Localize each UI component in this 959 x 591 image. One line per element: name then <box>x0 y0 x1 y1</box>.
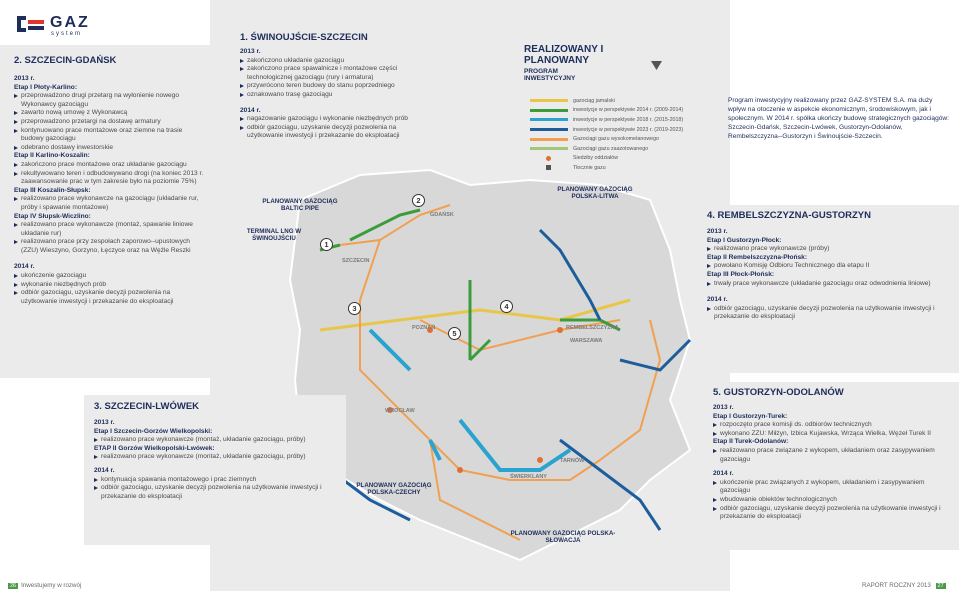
stage-list <box>240 115 424 141</box>
list-item: odbiór gazociągu, uzyskanie decyzji pozwolenia na użytkowanie inwestycji i przekazanie do eksploatacji <box>707 305 953 322</box>
list-item: odbiór gazociągu, uzyskanie decyzji pozwolenia na użytkowanie inwestycji i przekazanie do eksploatacji <box>240 124 424 141</box>
legend-item <box>530 96 730 106</box>
stage-label: ETAP II Gorzów Wielkopolski-Lwówek: <box>94 444 215 452</box>
legend-swatch <box>546 165 551 170</box>
legend-label: Tłocznie gazu <box>573 164 606 171</box>
legend-item <box>530 163 730 173</box>
year-label: 2013 r. <box>713 404 734 411</box>
stage-label: Etap II Turek-Odolanów: <box>713 438 789 446</box>
footer-section: Inwestujemy w rozwój <box>21 582 82 589</box>
label-baltic-pipe: PLANOWANY GAZOCIĄG BALTIC PIPE <box>262 198 338 213</box>
list-item: realizowano prace związane z wykopem, układaniem oraz zasypywaniem gazociągu <box>713 447 953 464</box>
city-swierklany: ŚWIERKLANY <box>510 474 547 480</box>
stage-label: Etap II Rembelszczyzna-Płońsk: <box>707 253 808 261</box>
city-warszawa: WARSZAWA <box>570 338 603 344</box>
list-item: zakończono prace spawalnicze i montażowe części technologicznej gazociągu (rury i armatura) <box>240 65 424 82</box>
program-header <box>524 44 669 82</box>
logo-brand: GAZ <box>50 14 90 31</box>
stage-list <box>713 421 953 438</box>
list-item: realizowano prace wykonawcze (montaż, układanie gazociągu, próby) <box>94 436 340 445</box>
year-label: 2014 r. <box>240 106 261 114</box>
label-lng-terminal: TERMINAL LNG W ŚWINOUJŚCIU <box>246 228 302 243</box>
list-item: kontynuowano prace montażowe oraz ziemne na trasie budowy gazociągu <box>14 127 204 144</box>
list-item: wykonano ZZU: Miłżyn, Izbica Kujawska, Wrząca Wielka, Węzeł Turek II <box>713 430 953 439</box>
city-tarnow: TARNÓW <box>560 458 585 464</box>
legend-swatch <box>530 118 568 121</box>
legend-label: inwestycje w perspektywie 2014 r. (2009-2014) <box>573 107 684 114</box>
legend-item <box>530 106 730 116</box>
legend-label: Siedziby oddziałów <box>573 155 619 162</box>
stage-list <box>14 221 204 255</box>
section-szczecin-gdansk <box>0 45 210 378</box>
logo-sub: system <box>51 31 83 37</box>
list-item: powołano Komisję Odbioru Technicznego dla etapu II <box>707 262 953 271</box>
list-item: odbiór gazociągu, uzyskanie decyzji pozwolenia na użytkowanie inwestycji i przekazanie do eksploatacji <box>14 289 204 306</box>
legend-item <box>530 134 730 144</box>
legend-item <box>530 144 730 154</box>
legend-label: inwestycje w perspektywie 2018 r. (2015-2018) <box>573 116 684 123</box>
legend-item <box>530 115 730 125</box>
label-polska-litwa: PLANOWANY GAZOCIĄG POLSKA-LITWA <box>557 186 633 201</box>
list-item: ukończenie prac związanych z wykopem, układaniem i zasypywaniem gazociągu <box>713 479 953 496</box>
city-gdansk: GDAŃSK <box>430 212 454 218</box>
branch-dot <box>457 467 463 473</box>
list-item: realizowano prace wykonawcze (próby) <box>707 245 953 254</box>
footer-report: RAPORT ROCZNY 2013 <box>862 582 931 589</box>
marker-4[interactable]: 4 <box>500 300 513 313</box>
stage-list <box>240 57 424 100</box>
stage-list <box>14 161 204 187</box>
legend-label: inwestycje w perspektywie 2023 r. (2019-2023) <box>573 126 684 133</box>
legend-label: gazociąg jamalski <box>573 97 615 104</box>
legend-item <box>530 154 730 164</box>
footer-left <box>8 582 81 589</box>
legend-swatch <box>546 156 551 161</box>
legend-swatch <box>530 128 568 131</box>
year-label: 2013 r. <box>240 48 261 55</box>
marker-5[interactable]: 5 <box>448 327 461 340</box>
legend-swatch <box>530 109 568 112</box>
section-gustorzyn-odolanow <box>703 382 959 550</box>
city-poznan: POZNAŃ <box>412 325 436 331</box>
stage-list <box>94 453 340 462</box>
stage-list <box>707 245 953 254</box>
list-item: wykonanie niezbędnych prób <box>14 281 204 290</box>
list-item: ukończenie gazociągu <box>14 272 204 281</box>
label-polska-czechy: PLANOWANY GAZOCIĄG POLSKA-CZECHY <box>356 482 432 497</box>
stage-list <box>707 305 953 322</box>
list-item: nagazowanie gazociągu i wykonanie niezbędnych prób <box>240 115 424 124</box>
page-number: 27 <box>937 583 944 589</box>
list-item: przywrócono teren budowy do stanu poprzedniego <box>240 82 424 91</box>
label-polska-slowacja: PLANOWANY GAZOCIĄG POLSKA-SŁOWACJA <box>510 530 616 545</box>
list-item: odebrano dostawy inwestorskie <box>14 144 204 153</box>
logo <box>14 12 104 38</box>
list-item: przeprowadzono drugi przetarg na wyłonienie nowego Wykonawcy gazociągu <box>14 92 204 109</box>
list-item: realizowano prace przy zespołach zaporowo--upustowych (ZZU) Wieszyno, Gorzyno, Łęczyce oraz na Węźle Reszki <box>14 238 204 255</box>
list-item: trwały prace wykonawcze (układanie gazociągu oraz odwodnienia liniowe) <box>707 280 953 289</box>
legend-label: Gazociągi gazu zaazotowanego <box>573 145 649 152</box>
legend <box>530 96 730 173</box>
stage-list <box>713 447 953 464</box>
stage-label: Etap IV Słupsk-Wiczlino: <box>14 212 91 220</box>
city-rembelszczyzna: REMBELSZCZYZNA <box>566 325 619 331</box>
branch-dot <box>557 327 563 333</box>
list-item: realizowano prace wykonawcze (montaż, spawanie liniowe układanie rur) <box>14 221 204 238</box>
city-wroclaw: WROCŁAW <box>385 408 415 414</box>
list-item: kontynuacja spawania montażowego i prac ziemnych <box>94 476 340 485</box>
list-item: realizowano prace wykonawcze na gazociągu (układanie rur, próby i spawanie montażowe) <box>14 195 204 212</box>
section-szczecin-lwowek <box>84 395 346 545</box>
legend-swatch <box>530 138 568 141</box>
list-item: rozpoczęto prace komisji ds. odbiorów technicznych <box>713 421 953 430</box>
stage-label: Etap I Gustorzyn-Turek: <box>713 412 788 420</box>
stage-label: Etap I Płoty-Karlino: <box>14 83 78 91</box>
stage-list <box>94 436 340 445</box>
section-rembelszczyzna-gustorzyn <box>697 205 959 373</box>
list-item: oznakowano trasę gazociągu <box>240 91 424 100</box>
section-title: 4. REMBELSZCZYZNA-GUSTORZYN <box>707 210 871 221</box>
marker-3[interactable]: 3 <box>348 302 361 315</box>
section-title: 3. SZCZECIN-LWÓWEK <box>94 401 200 412</box>
program-title: REALIZOWANY I PLANOWANY <box>524 44 604 66</box>
stage-label: Etap II Karlino-Koszalin: <box>14 152 90 160</box>
stage-list <box>14 92 204 152</box>
list-item: odbiór gazociągu, uzyskanie decyzji pozwolenia na użytkowanie inwestycji i przekazanie do eksploatacji <box>713 505 953 522</box>
program-description: Program inwestycyjny realizowany przez GAZ-SYSTEM S.A. ma duży wpływ na otoczenie w aspekcie ekonomicznym, środowiskowym, jak i społecznym. W 2014 r. spółka ukończy budowę strategicznych gazociągów: Szczecin-Gdańsk, Szczecin-Lwówek, Gustorzyn-Odolanów, Rembelszczyzna--Gustorzyn i Świnoujście-Szczecin. <box>728 97 950 140</box>
city-szczecin: SZCZECIN <box>342 258 370 264</box>
section-title: 1. ŚWINOUJŚCIE-SZCZECIN <box>240 32 368 43</box>
year-label: 2014 r. <box>707 296 728 304</box>
legend-swatch <box>530 147 568 150</box>
stage-label: Etap III Płock-Płońsk: <box>707 270 775 278</box>
stage-list <box>14 195 204 212</box>
list-item: zakończono prace montażowe oraz układanie gazociągu <box>14 161 204 170</box>
year-label: 2013 r. <box>14 75 35 82</box>
list-item: odbiór gazociągu, uzyskanie decyzji pozwolenia na użytkowanie inwestycji i przekazanie do eksploatacji <box>94 484 340 501</box>
list-item: zakończono układanie gazociągu <box>240 57 424 66</box>
stage-label: Etap III Koszalin-Słupsk: <box>14 186 91 194</box>
year-label: 2013 r. <box>707 228 728 235</box>
section-title: 2. SZCZECIN-GDAŃSK <box>14 55 117 66</box>
legend-swatch <box>530 99 568 102</box>
section-title: 5. GUSTORZYN-ODOLANÓW <box>713 387 844 398</box>
legend-item <box>530 125 730 135</box>
list-item: wbudowanie obiektów technologicznych <box>713 496 953 505</box>
marker-2[interactable]: 2 <box>412 194 425 207</box>
triangle-down-icon <box>651 61 662 71</box>
branch-dot <box>537 457 543 463</box>
program-subtitle: INWESTYCYJNY <box>524 75 576 82</box>
stage-list <box>707 280 953 289</box>
list-item: zawarto nową umowę z Wykonawcą <box>14 109 204 118</box>
marker-1[interactable]: 1 <box>320 238 333 251</box>
list-item: rekultywowano teren i odbudowywano drogi (na koniec 2013 r. zaawansowanie prac w tym zakresie było na poziomie 75%) <box>14 170 204 187</box>
year-label: 2014 r. <box>14 263 35 271</box>
section-swinoujscie-szczecin <box>230 28 430 178</box>
program-subtitle: PROGRAM <box>524 68 558 75</box>
list-item: przeprowadzono przetargi na dostawę armatury <box>14 118 204 127</box>
stage-label: Etap I Gustorzyn-Płock: <box>707 236 782 244</box>
year-label: 2014 r. <box>713 470 734 478</box>
stage-list <box>14 272 204 306</box>
stage-list <box>707 262 953 271</box>
gaz-logo-icon <box>14 12 48 36</box>
year-label: 2013 r. <box>94 419 115 426</box>
stage-list <box>94 476 340 502</box>
footer-right <box>862 582 949 589</box>
legend-label: Gazociągi gazu wysokometanowego <box>573 136 659 143</box>
list-item: realizowano prace wykonawcze (montaż, układanie gazociągu, próby) <box>94 453 340 462</box>
page-number: 26 <box>10 583 17 589</box>
stage-list <box>713 479 953 522</box>
year-label: 2014 r. <box>94 466 115 474</box>
stage-label: Etap I Szczecin-Gorzów Wielkopolski: <box>94 427 213 435</box>
